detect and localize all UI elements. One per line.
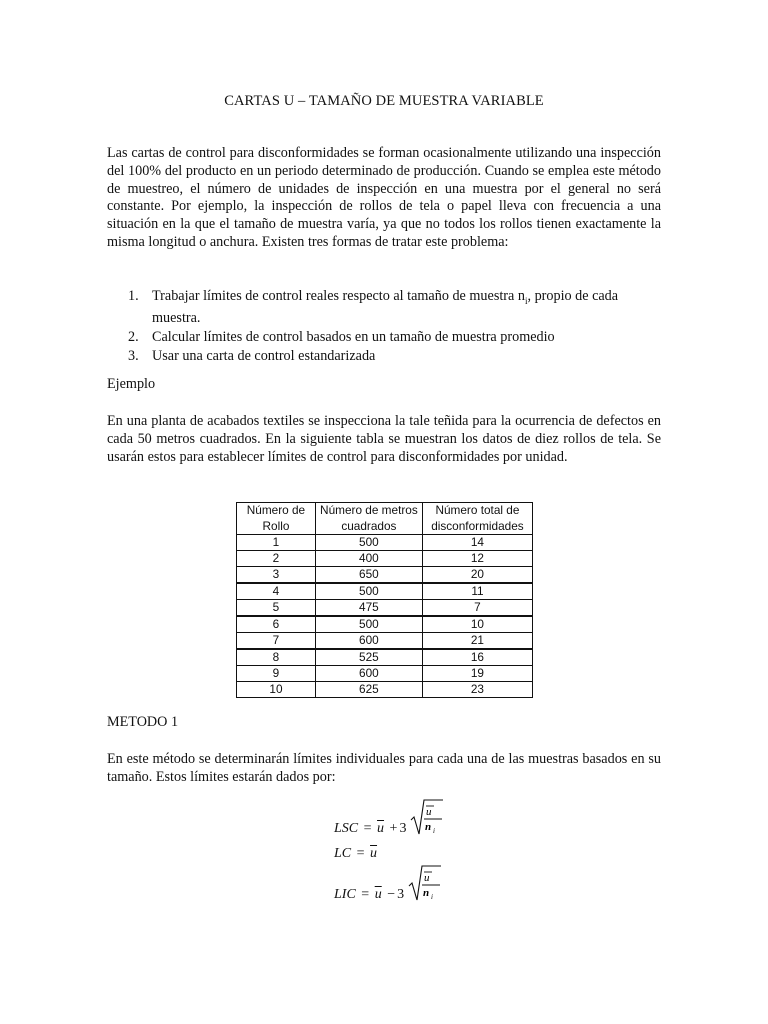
- table-row: [237, 616, 533, 633]
- cell-metros: 500: [315, 616, 422, 633]
- sqrt-fraction: [408, 864, 442, 902]
- method-paragraph: En este método se determinarán límites individuales para cada una de las muestras basados en su tamaño. Estos límites estarán dados por:: [107, 751, 661, 785]
- example-heading: Ejemplo: [107, 376, 156, 392]
- frac-denominator: n: [422, 887, 429, 899]
- equals-sign: =: [356, 846, 365, 861]
- cell-metros: 625: [315, 682, 422, 698]
- table-header-row: [237, 503, 533, 535]
- cell-metros: 500: [315, 583, 422, 600]
- table-row: [237, 682, 533, 698]
- cell-disconformidades: 19: [422, 666, 532, 682]
- table-row: [237, 583, 533, 600]
- sqrt-fraction: [410, 798, 444, 836]
- cell-rollo: 4: [237, 583, 316, 600]
- subscript-i: i: [524, 295, 528, 306]
- frac-subscript: i: [432, 827, 435, 835]
- cell-metros: 525: [315, 649, 422, 666]
- equals-sign: =: [361, 887, 370, 903]
- list-item-text-rest: , propio de cada muestra.: [152, 288, 619, 326]
- u-bar: $\overline{u}$: [370, 846, 378, 861]
- table-row: [237, 600, 533, 617]
- lic-label: LIC: [334, 887, 356, 903]
- data-table: [236, 502, 533, 698]
- formula-lc: [334, 846, 377, 862]
- table-row: [237, 649, 533, 666]
- intro-paragraph: Las cartas de control para disconformidades se forman ocasionalmente utilizando una inspección del 100% del producto en un periodo determinado de producción. Cuando se emplea este método de muestreo, el número de unidades de inspección en una muestra por el general no será constante. Por ejemplo, la inspección de rollos de tela o papel lleva con frecuencia a una situación en la que el tamaño de muestra varía, ya que no todos los rollos tienen exactamente la misma longitud o anchura. Existen tres formas de tratar este problema:: [107, 145, 661, 250]
- cell-rollo: 5: [237, 600, 316, 617]
- formula-lic: [334, 872, 442, 914]
- minus-sign: −: [387, 887, 396, 903]
- cell-metros: 650: [315, 567, 422, 584]
- lsc-label: LSC: [334, 821, 359, 837]
- cell-metros: 600: [315, 666, 422, 682]
- table-row: [237, 551, 533, 567]
- cell-disconformidades: 12: [422, 551, 532, 567]
- list-item: [107, 288, 661, 327]
- table-row: [237, 567, 533, 584]
- cell-disconformidades: 23: [422, 682, 532, 698]
- header-disconformidades: Número total de disconformidades: [422, 503, 532, 535]
- u-bar: $\overline{u}$: [377, 821, 385, 837]
- cell-disconformidades: 7: [422, 600, 532, 617]
- cell-disconformidades: 10: [422, 616, 532, 633]
- formula-lsc: [334, 806, 444, 848]
- list-item-text: Calcular límites de control basados en un tamaño de muestra promedio: [152, 328, 555, 345]
- list-number: 1.: [128, 288, 139, 304]
- plus-sign: +: [389, 821, 398, 837]
- cell-metros: 475: [315, 600, 422, 617]
- cell-metros: 500: [315, 535, 422, 551]
- list-item: [107, 348, 661, 365]
- cell-disconformidades: 14: [422, 535, 532, 551]
- cell-rollo: 10: [237, 682, 316, 698]
- cell-disconformidades: 11: [422, 583, 532, 600]
- cell-metros: 600: [315, 633, 422, 650]
- coefficient: 3: [397, 887, 405, 903]
- coefficient: 3: [399, 821, 407, 837]
- cell-rollo: 2: [237, 551, 316, 567]
- cell-rollo: 7: [237, 633, 316, 650]
- cell-disconformidades: 16: [422, 649, 532, 666]
- options-list: [107, 288, 661, 367]
- header-metros: Número de metros cuadrados: [315, 503, 422, 535]
- frac-subscript: i: [430, 893, 433, 901]
- list-number: 2.: [128, 328, 139, 345]
- list-number: 3.: [128, 347, 139, 364]
- example-paragraph: En una planta de acabados textiles se inspecciona la tale teñida para la ocurrencia de defectos en cada 50 metros cuadrados. En la siguiente tabla se muestran los datos de diez rollos de tela. Se usarán estos para establecer límites de control para disconformidades por unidad.: [107, 413, 661, 465]
- list-item: [107, 329, 661, 346]
- frac-numerator: u: [423, 872, 430, 884]
- cell-rollo: 8: [237, 649, 316, 666]
- equals-sign: =: [363, 821, 372, 837]
- cell-metros: 400: [315, 551, 422, 567]
- u-bar: $\overline{u}$: [374, 887, 382, 903]
- list-item-text: Usar una carta de control estandarizada: [152, 347, 376, 364]
- sqrt-icon: [408, 864, 442, 902]
- method-heading: METODO 1: [107, 714, 179, 730]
- table-row: [237, 633, 533, 650]
- sqrt-icon: [410, 798, 444, 836]
- cell-disconformidades: 21: [422, 633, 532, 650]
- cell-rollo: 3: [237, 567, 316, 584]
- cell-disconformidades: 20: [422, 567, 532, 584]
- table-row: [237, 666, 533, 682]
- frac-denominator: n: [424, 821, 432, 833]
- table-body: [237, 535, 533, 698]
- lc-label: LC: [334, 846, 352, 861]
- cell-rollo: 6: [237, 616, 316, 633]
- header-rollo: Número de Rollo: [237, 503, 316, 535]
- cell-rollo: 9: [237, 666, 316, 682]
- list-item-text: Trabajar límites de control reales respecto al tamaño de muestra n: [152, 288, 525, 304]
- cell-rollo: 1: [237, 535, 316, 551]
- table-row: [237, 535, 533, 551]
- frac-numerator: u: [425, 806, 432, 818]
- document-title: CARTAS U – TAMAÑO DE MUESTRA VARIABLE: [224, 93, 544, 109]
